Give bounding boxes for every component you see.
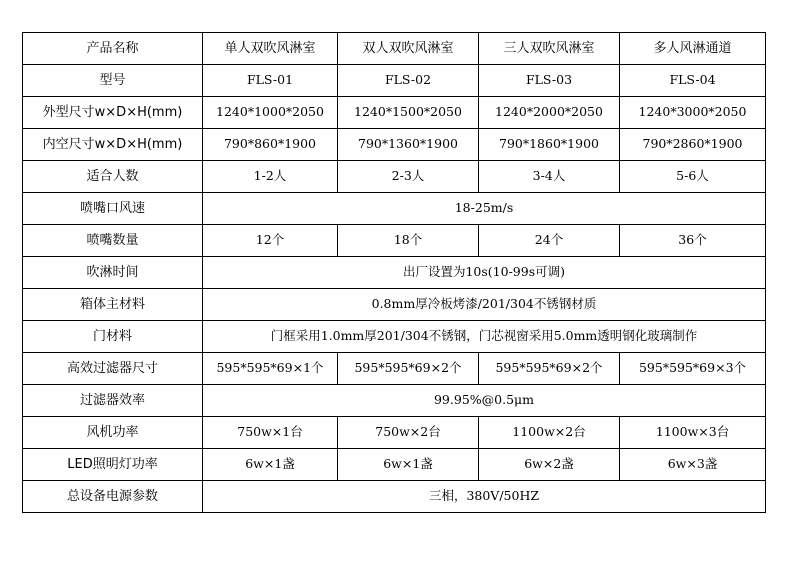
row-model <box>23 65 766 97</box>
cell: 6w×1盏 <box>338 449 479 481</box>
product-name-3: 三人双吹风淋室 <box>479 33 620 65</box>
row-nozzle-speed <box>23 193 766 225</box>
cell: 595*595*69×1个 <box>203 353 338 385</box>
row-label: 过滤器效率 <box>23 385 203 417</box>
row-filter-efficiency <box>23 385 766 417</box>
row-fan-power <box>23 417 766 449</box>
cell: 1100w×3台 <box>620 417 766 449</box>
row-label: 内空尺寸w×D×H(mm) <box>23 129 203 161</box>
row-door-material <box>23 321 766 353</box>
row-label: 门材料 <box>23 321 203 353</box>
row-label: LED照明灯功率 <box>23 449 203 481</box>
cell: 6w×1盏 <box>203 449 338 481</box>
row-outer-size <box>23 97 766 129</box>
cell: 1-2人 <box>203 161 338 193</box>
row-label: 风机功率 <box>23 417 203 449</box>
row-inner-size <box>23 129 766 161</box>
cell: 1240*1000*2050 <box>203 97 338 129</box>
cell: 3-4人 <box>479 161 620 193</box>
row-label: 适合人数 <box>23 161 203 193</box>
header-label: 产品名称 <box>23 33 203 65</box>
row-label: 外型尺寸w×D×H(mm) <box>23 97 203 129</box>
cell: 18个 <box>338 225 479 257</box>
spec-table <box>22 32 766 513</box>
cell: 6w×2盏 <box>479 449 620 481</box>
cell: 2-3人 <box>338 161 479 193</box>
row-shower-time <box>23 257 766 289</box>
merged-cell: 门框采用1.0mm厚201/304不锈钢，门芯视窗采用5.0mm透明钢化玻璃制作 <box>203 321 766 353</box>
cell: 595*595*69×3个 <box>620 353 766 385</box>
row-led-power <box>23 449 766 481</box>
cell: 1100w×2台 <box>479 417 620 449</box>
row-label: 吹淋时间 <box>23 257 203 289</box>
cell: 750w×1台 <box>203 417 338 449</box>
merged-cell: 99.95%@0.5μm <box>203 385 766 417</box>
row-label: 箱体主材料 <box>23 289 203 321</box>
cell: 6w×3盏 <box>620 449 766 481</box>
cell: 595*595*69×2个 <box>338 353 479 385</box>
product-name-4: 多人风淋通道 <box>620 33 766 65</box>
row-label: 高效过滤器尺寸 <box>23 353 203 385</box>
cell: 790*860*1900 <box>203 129 338 161</box>
cell: 36个 <box>620 225 766 257</box>
cell: 12个 <box>203 225 338 257</box>
merged-cell: 0.8mm厚冷板烤漆/201/304不锈钢材质 <box>203 289 766 321</box>
cell: FLS-02 <box>338 65 479 97</box>
row-body-material <box>23 289 766 321</box>
cell: 24个 <box>479 225 620 257</box>
cell: FLS-04 <box>620 65 766 97</box>
cell: 790*2860*1900 <box>620 129 766 161</box>
cell: FLS-03 <box>479 65 620 97</box>
row-power-supply <box>23 481 766 513</box>
cell: 790*1860*1900 <box>479 129 620 161</box>
row-label: 喷嘴口风速 <box>23 193 203 225</box>
merged-cell: 18-25m/s <box>203 193 766 225</box>
product-name-2: 双人双吹风淋室 <box>338 33 479 65</box>
merged-cell: 三相，380V/50HZ <box>203 481 766 513</box>
cell: 5-6人 <box>620 161 766 193</box>
header-row <box>23 33 766 65</box>
cell: 790*1360*1900 <box>338 129 479 161</box>
cell: 595*595*69×2个 <box>479 353 620 385</box>
product-name-1: 单人双吹风淋室 <box>203 33 338 65</box>
cell: 1240*1500*2050 <box>338 97 479 129</box>
cell: 1240*2000*2050 <box>479 97 620 129</box>
row-label: 喷嘴数量 <box>23 225 203 257</box>
row-nozzle-count <box>23 225 766 257</box>
cell: FLS-01 <box>203 65 338 97</box>
cell: 1240*3000*2050 <box>620 97 766 129</box>
row-filter-size <box>23 353 766 385</box>
row-label: 总设备电源参数 <box>23 481 203 513</box>
merged-cell: 出厂设置为10s(10-99s可调) <box>203 257 766 289</box>
row-label: 型号 <box>23 65 203 97</box>
cell: 750w×2台 <box>338 417 479 449</box>
row-capacity <box>23 161 766 193</box>
